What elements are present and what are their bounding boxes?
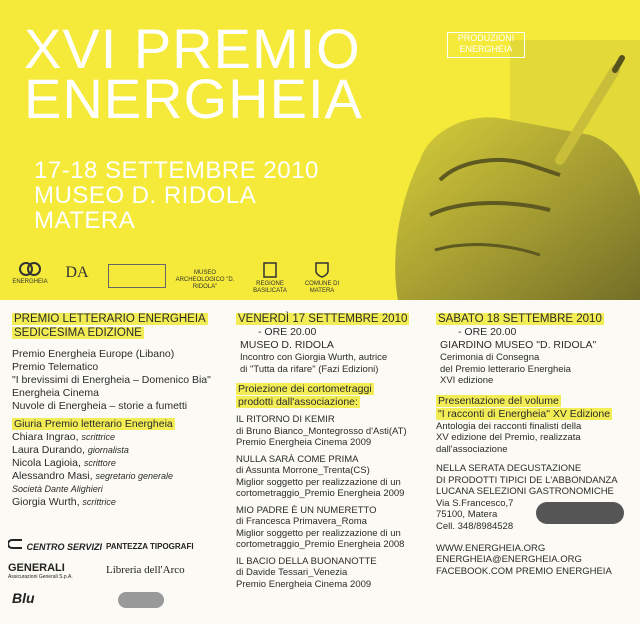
saturday-event-line: XVI edizione <box>440 375 494 386</box>
jury-member <box>12 444 227 457</box>
venue-text: MUSEO D. RIDOLA <box>34 182 257 209</box>
regione-logo-icon <box>263 262 277 278</box>
jury-role: giornalista <box>87 445 129 455</box>
title-line-2: ENERGHEIA <box>24 67 363 130</box>
jury-member <box>12 431 227 444</box>
address-line: Via S.Francesco,7 <box>436 497 514 509</box>
website-link[interactable]: WWW.ENERGHEIA.ORG <box>436 542 546 554</box>
da-logo: DA <box>65 264 89 281</box>
hand-holding-pencil-image <box>360 40 640 300</box>
comune-logo <box>302 262 342 295</box>
film-line: Miglior soggetto per realizzazione di un <box>236 527 401 539</box>
jury-name: Alessandro Masi, <box>12 470 93 482</box>
film-title: IL RITORNO DI KEMIR <box>236 414 335 425</box>
book-heading-2: "I racconti di Energheia" XV Edizione <box>438 407 611 420</box>
oval-sponsor-logo <box>118 592 164 608</box>
premio-heading-2: SEDICESIMA EDIZIONE <box>14 327 142 339</box>
title-line-1: XVI PREMIO <box>24 17 361 80</box>
film-title: MIO PADRE È UN NUMERETTO <box>236 504 377 516</box>
generali-text: GENERALI <box>8 562 65 574</box>
jury-role: scrittore <box>83 458 116 468</box>
film-line: Premio Energheia Cinema 2009 <box>236 578 372 590</box>
jury-name: Laura Durando, <box>12 444 85 456</box>
book-line: XV edizione del Premio, realizzata <box>436 432 581 443</box>
jury-member-affiliation <box>12 483 227 496</box>
premio-item: "I brevissimi di Energheia – Domenico Bia" <box>12 374 211 386</box>
event-dates <box>34 158 319 233</box>
film-line: Premio Energheia Cinema 2009 <box>236 437 372 448</box>
header-banner <box>0 0 640 300</box>
saturday-event-line: del Premio letterario Energheia <box>440 363 571 375</box>
generali-logo <box>8 562 73 580</box>
centro-servizi-icon <box>8 538 24 550</box>
friday-time: - ORE 20.00 <box>258 326 317 338</box>
energheia-logo <box>10 262 50 286</box>
facebook-link[interactable]: FACEBOOK.COM PREMIO ENERGHEIA <box>436 565 612 577</box>
blu-logo: Blu <box>12 590 35 606</box>
regione-logo <box>250 262 290 295</box>
sponsor-logos <box>8 538 228 618</box>
dates-text: 17-18 SETTEMBRE 2010 <box>34 157 319 184</box>
jury-heading: Giuria Premio letterario Energheia <box>14 418 173 430</box>
productions-line-2: ENERGHEIA <box>459 44 513 54</box>
centro-servizi-text: CENTRO SERVIZI <box>26 542 103 552</box>
film-line: di Davide Tessari_Venezia <box>236 567 348 578</box>
premio-item: Premio Telematico <box>12 361 99 373</box>
jury-role: scrittrice <box>82 497 116 507</box>
partner-logos <box>10 262 360 296</box>
productions-badge <box>447 32 525 58</box>
saturday-event-line: Cerimonia di Consegna <box>440 352 540 363</box>
friday-venue: MUSEO D. RIDOLA <box>240 339 334 351</box>
saturday-time: - ORE 20.00 <box>458 326 517 338</box>
jury-member <box>12 457 227 470</box>
energheia-logo-text: ENERGHEIA <box>12 279 48 285</box>
book-line: Antologia dei racconti finalisti della <box>436 420 582 432</box>
page-title <box>24 17 363 130</box>
libreria-logo: Libreria dell'Arco <box>106 564 185 576</box>
comune-crest-icon <box>315 262 329 278</box>
premio-item: Premio Energheia Europe (Libano) <box>12 348 175 360</box>
saturday-venue: GIARDINO MUSEO "D. RIDOLA" <box>440 339 597 351</box>
book-heading-1: Presentazione del volume <box>438 394 559 407</box>
jury-role: segretario generale <box>95 471 174 481</box>
city-text: MATERA <box>34 207 136 234</box>
generali-subtext: Assicurazioni Generali S.p.A. <box>8 574 73 580</box>
projection-heading-1: Proiezione dei cortometraggi <box>238 383 372 395</box>
column-saturday <box>436 312 636 577</box>
friday-event-line: di "Tutta da rifare" (Fazi Edizioni) <box>240 363 379 375</box>
jury-name: Nicola Lagioia, <box>12 457 81 469</box>
friday-heading: VENERDÌ 17 SETTEMBRE 2010 <box>238 313 408 325</box>
film-line: cortometraggio_Premio Energheia 2008 <box>236 539 405 550</box>
abbondanza-logo <box>536 502 624 524</box>
jury-role: scrittrice <box>81 432 115 442</box>
jury-name: Giorgia Wurth, <box>12 496 80 508</box>
pantezza-logo: PANTEZZA TIPOGRAFI <box>106 542 194 551</box>
tasting-line: DI PRODOTTI TIPICI DE L'ABBONDANZA <box>436 474 618 486</box>
comune-logo-text: COMUNE DI MATERA <box>304 281 340 294</box>
address-line: Cell. 348/8984528 <box>436 520 514 532</box>
email-link[interactable]: ENERGHEIA@ENERGHEIA.ORG <box>436 554 582 565</box>
projection-heading-2: prodotti dall'associazione: <box>238 396 358 408</box>
film-line: di Francesca Primavera_Roma <box>236 516 367 527</box>
film-line: di Assunta Morrone_Trenta(CS) <box>236 465 370 476</box>
column-premio <box>12 312 227 509</box>
film-line: di Bruno Bianco_Montegrosso d'Asti(AT) <box>236 425 407 437</box>
friday-event-line: Incontro con Giorgia Wurth, autrice <box>240 352 388 363</box>
ministry-logo <box>108 264 166 288</box>
saturday-heading: SABATO 18 SETTEMBRE 2010 <box>438 313 602 325</box>
jury-member <box>12 470 227 483</box>
address-line: 75100, Matera <box>436 509 498 520</box>
premio-item: Nuvole di Energheia – storie a fumetti <box>12 400 188 412</box>
tasting-address-block <box>436 498 636 538</box>
jury-name: Chiara Ingrao, <box>12 431 79 443</box>
productions-line-1: PRODUZIONI <box>457 33 515 43</box>
book-line: dall'associazione <box>436 443 508 455</box>
column-friday <box>236 312 436 590</box>
centro-servizi-logo <box>8 538 102 552</box>
film-title: NULLA SARÀ COME PRIMA <box>236 453 359 465</box>
regione-logo-text: REGIONE BASILICATA <box>253 281 287 294</box>
film-line: Miglior soggetto per realizzazione di un <box>236 476 401 488</box>
premio-heading-1: PREMIO LETTERARIO ENERGHEIA <box>14 313 206 325</box>
tasting-line: LUCANA SELEZIONI GASTRONOMICHE <box>436 486 614 497</box>
premio-item: Energheia Cinema <box>12 387 99 399</box>
jury-member <box>12 496 227 509</box>
film-title: IL BACIO DELLA BUONANOTTE <box>236 555 377 567</box>
jury-role: Società Dante Alighieri <box>12 484 103 494</box>
museo-logo: MUSEO ARCHEOLOGICO "D. RIDOLA" <box>175 270 235 290</box>
energheia-logo-icon <box>19 262 41 276</box>
film-line: cortometraggio_Premio Energheia 2009 <box>236 488 405 499</box>
tasting-line: NELLA SERATA DEGUSTAZIONE <box>436 463 582 474</box>
